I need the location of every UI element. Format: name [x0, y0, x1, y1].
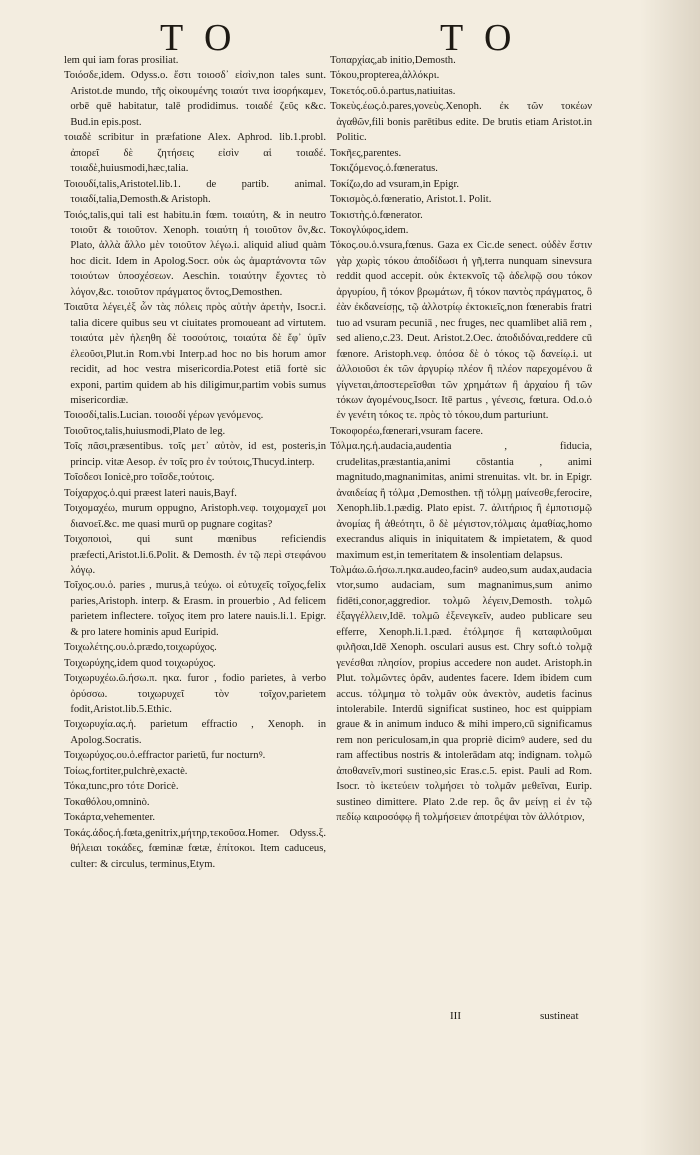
dictionary-entry: τοιαδὲ scribitur in præfatione Alex. Aphrod. lib.1.probl. ἀπορεῖ δὲ ζητήσεις εἰσὶν αἱ τοιαδέ. τοιαδὲ,huiusmodi,hæc,talia.: [64, 132, 326, 175]
dictionary-entry: Τοιόσδε,idem. Odyss.ο. ἔστι τοιοσδ᾽ εἰσὶν,non tales sunt. Aristot.de mundo, τῆς οἰκουμένης τοιαύτ τινα ἱσορήκαμεν, orbē quē habitatur, talē prodidimus. τοιαδέ ζεῦς κ&c. Bud.in epis.post.: [64, 70, 326, 128]
dictionary-entry: Τοκογλύφος,idem.: [330, 224, 409, 236]
dictionary-entry: Τοῖς πᾶσι,præsentibus. τοῖς μετ᾽ αὐτὸν, id est, posteris,in princip. vitæ Aesop. ἐν τοῖς pro ἐν τούτοις,Thucyd.interp.: [64, 441, 326, 468]
dictionary-entry: Τολμάω.ῶ.ήσω.π.ηκα.audeo,facinꝰ audeo,sum audax,audacia vtor,sumo audaciam, sum magnanimus,sum animo fidēti,conor,aggredior. τολμῶ λέγειν,Demosth. τολμῶ ἐξαγγέλλειν,Idē. τολμῶ ἐξενεγκεῖν, audeo publicare seu efferre, Xenoph.li.1.pæd. ἐτόλμησε ἢ καταφιλοῦμαι φιλῆσαι,Idē Xenoph. osculari ausus est. Chry soft.ὁ τολμᾷ γενέσθαι πλησίον, propius accedere non audet. Aristoph.in Plut. τολμῶντες ὁρᾶν, audentes facere. Idem ibidem cum accus. τόλμημα τὸ τολμᾶν οὐκ ἀνεκτὸν, audetis facinus intolerabile. Interdū significat sustineo, hoc est quippiam graue & in animum induco & mihi impero,cū significamus rem non periculosam,in qua propriè dicimꝰ audere, sed du ram affectibus nostris & intolerādam atq; indignam. τολμῶ ἀποθανεῖν,mori sustineo,sic Eras.c.5. epist. Pauli ad Rom. Isocr. τὸ ἱκετεύειν τολμήσει τὸ τολμᾶν μεθεῖναι, Eurip. sustineo dimittere. Plato 2.de rep. ὃς ἂν μείνῃ εἰ ἐν τῷ πεδίῳ καιροσόφῳ ἢ τολμήσειεν ἀποτρέψαι τὸν ἀλλότριον,: [330, 564, 592, 824]
catchword: sustineat: [540, 1010, 579, 1022]
dictionary-entry: Τοκετός.οῦ.ὁ.partus,natiuitas.: [330, 85, 456, 97]
dictionary-entry: Τοπαρχίας,ab initio,Demosth.: [330, 55, 456, 66]
dictionary-entry: Τοῖσδεσι Ionicè,pro τοῖσδε,τούτοις.: [64, 472, 215, 484]
dictionary-entry: Τόκος.ου.ὁ.vsura,fœnus. Gaza ex Cic.de senect. οὐδὲν ἔστιν γὰρ χωρὶς τόκου ἀποδίδωσι ἡ γῆ,terra nunquam sinevsura reddit quod accepit. οὐκ ἐκτεκνοῖς τῷ ἀδελφῷ σου τόκον ἀργυρίου, ἢ τόκον βρωμάτων, ἢ τόκον παντὸς πράγματος, ὃ ἐὰν ἐκδανείσῃς, τῷ ἀλλοτρίῳ ἐκτοκιεῖς,non fœnerabis fratri tuo ad vsuram pecuniā , nec fruges, nec quamlibet aliā rem , sed alieno,c.23. Deut. Aristot.2.Oec. ἀποδιδόναι,reddere cū fœnore. Aristoph.νεφ. ὁπόσα δὲ ὁ τόκος τῷ δανείῳ.i. ut ἀλλοιοῦσι ἐκ τῶν ἀργυρίῳ πλέον ἢ πλέον παρεχομένου ἃ γίγνεται,ἀποστερεῖσθαι τῶν χρημάτων ἢ ἀρχαίου ἢ τῶν τόκων ἀγομένους,Isocr. Itē partus , γένεσις, fœtura. Od.ο.ὁ ἐν γενέτη τόκος τε. πρὸς τὸ τόκου,dum parturiunt.: [330, 240, 592, 422]
dictionary-entry: Τοκάρτα,vehementer.: [64, 812, 156, 824]
dictionary-entry: Τοιοσδί,talis.Lucian. τοιοσδί γέρων γενόμενος.: [64, 410, 264, 422]
dictionary-entry: Τοιουδί,talis,Aristotel.lib.1. de partib. animal. τοιαδί,talia,Demosth.& Aristoph.: [64, 178, 326, 206]
dictionary-entry: Τοίχαρχος.ὁ.qui præest lateri nauis,Bayf.: [64, 487, 237, 499]
page-edge-shadow: [640, 0, 700, 1155]
dictionary-entry: Τοιχοποιοὶ, qui sunt mœnibus reficiendis præfecti,Aristot.li.6.Polit. & Demosth. ἐν τῷ περὶ στεφάνου λόγῳ.: [64, 534, 326, 576]
dictionary-entry: Τοκιστὴς.ὁ.fœnerator.: [330, 209, 423, 221]
dictionary-entry: Τοκιζόμενος.ὁ.fœneratus.: [330, 163, 438, 175]
dictionary-entry: Τοιχωρύχος.ου.ὁ.effractor parietū, fur nocturnꝰ.: [64, 750, 266, 762]
running-head: [0, 18, 700, 58]
dictionary-entry: Τοιοῦτος,talis,huiusmodi,Plato de leg.: [64, 425, 226, 437]
signature-mark: III: [450, 1010, 461, 1022]
dictionary-entry: Τοκισμὸς.ὁ.fœneratio, Aristot.1. Polit.: [330, 194, 492, 206]
dictionary-entry: Τοιχωρύχης,idem quod τοιχωρύχος.: [64, 657, 216, 669]
right-column: [330, 53, 592, 826]
dictionary-entry: Τοιχωρυχέω.ῶ.ήσω.π. ηκα. furor , fodio parietes, à verbo ὀρύσσω. τοιχωρυχεῖ τὸν τοῖχον,parietem fodit,Aristot.lib.5.Ethic.: [64, 673, 326, 716]
dictionary-entry: Τοκῆες,parentes.: [330, 147, 402, 159]
left-column: [64, 53, 326, 872]
dictionary-entry: Τοιχωρυχία.ας.ἡ. parietum effractio , Xenoph. in Apolog.Socratis.: [64, 719, 326, 746]
dictionary-entry: Τοκαθόλου,omninò.: [64, 796, 150, 808]
dictionary-entry: Τοίως,fortiter,pulchrè,exactè.: [64, 765, 188, 777]
dictionary-entry: Τοιός,talis,qui tali est habitu.in fœm. τοιαύτη, & in neutro τοιοῦτ & τοιοῦτον. Xenoph. τοιαύτη ἡ τοιοῦτον ὂν,&c. Plato, ἀλλὰ ἄλλο μὲν τοιοῦτον λέγω.i. aliquid aliud quàm hoc dicit. Idem in Apolog.Socr. οὐκ ὡς ἀμαρτάνοντα τῶν τοιούτων ὑποσχέσεων. Aeschin. τοιαύτην ἔχοντες τὸ λόγον,&c. τοιοῦτον πράγματος ὄντος,Demosthen.: [64, 209, 326, 298]
dictionary-entry: Τοκεὺς.έως.ὁ.pares,γονεὺς.Xenoph. ἐκ τῶν τοκέων ἀγαθῶν,fili bonis parētibus edite. De brutis etiam Aristot.in Politic.: [330, 101, 592, 144]
dictionary-entry: Τοκάς.άδος.ἡ.fœta,genitrix,μήτηρ,τεκοῦσα.Homer. Odyss.ξ. θήλειαι τοκάδες, fœminæ fœtæ, ἐπίτοκοι. Item caduceus, culter: & circulus, terminus,Etym.: [64, 827, 326, 870]
right-running-head: T O: [440, 17, 518, 59]
dictionary-entry: Τοιχομαχέω, murum oppugno, Aristoph.νεφ. τοιχομαχεῖ μοι διανοεῖ.&c. me quasi murū op pugnare cogitas?: [64, 503, 326, 530]
dictionary-entry: Τοιαῦτα λέγει,ἐξ ὧν τὰς πόλεις πρὸς αὐτὴν ἀρετὴν, Isocr.i. talia dicere quibus seu vt ciuitates promoueant ad virtutem. τοιαύτα μὲν ἠλεηθη δὲ τοσούτοις, τοιαύτα δὲ ἔφ᾽ ὑμῖν ἐλεοῦσι,Plut.in Rom.vbi Interp.ad hoc no bis horum amor recidit, ad hoc vestra misericordia.Potest etiā fortè sic exponi, partim quidem ab his diligimur,partim vobis sumus misericordiæ.: [64, 302, 326, 406]
dictionary-entry: Τόλμα.ης.ἡ.audacia,audentia , fiducia, crudelitas,præstantia,animi cōstantia , animi magnitudo,magnanimitas, animi strenuitas. vlt. br. in Epigr. ἀναιδείας ἢ τόλμα ,Demosthen. τῇ τόλμῃ μαίνεσθε,ferocire, Xenoph.lib.1.pædig. Plato epist. 7. ἀλιτήριος ἢ ἐμποτισμῷ ἀνομίας ἢ ἀθεότητι, ὃ δὲ μέγιστον,τόλμαις ἀμαθίας,homo execrandus aliquis in iniquitatem & impietatem, & quod maximum est,in temeritatem & insolentiam delapsus.: [330, 441, 592, 561]
dictionary-entry: Τοκοφορέω,fœnerari,vsuram facere.: [330, 425, 484, 437]
dictionary-entry: Τοιχωλέτης.ου.ὁ.prædo,τοιχωρύχος.: [64, 642, 217, 654]
dictionary-entry: Τοκίζω,do ad vsuram,in Epigr.: [330, 178, 460, 190]
dictionary-entry: Τόκα,tunc,pro τότε Doricè.: [64, 781, 179, 793]
dictionary-entry: Τοῖχος.ου.ὁ. paries , murus,à τεύχω. οἱ εὐτυχεῖς τοῖχος,felix paries,Aristoph. interp. & Erasm. in prouerbio , Ad felicem parietem inflectere. τοῖχος item pro latere nauis.li.1. Epigr. & pro latere hominis apud Euripid.: [64, 580, 326, 638]
dictionary-entry: lem qui iam foras prosiliat.: [64, 55, 179, 66]
dictionary-entry: Τόκου,propterea,ἀλλόκρι.: [330, 70, 440, 82]
left-running-head: T O: [160, 17, 238, 59]
